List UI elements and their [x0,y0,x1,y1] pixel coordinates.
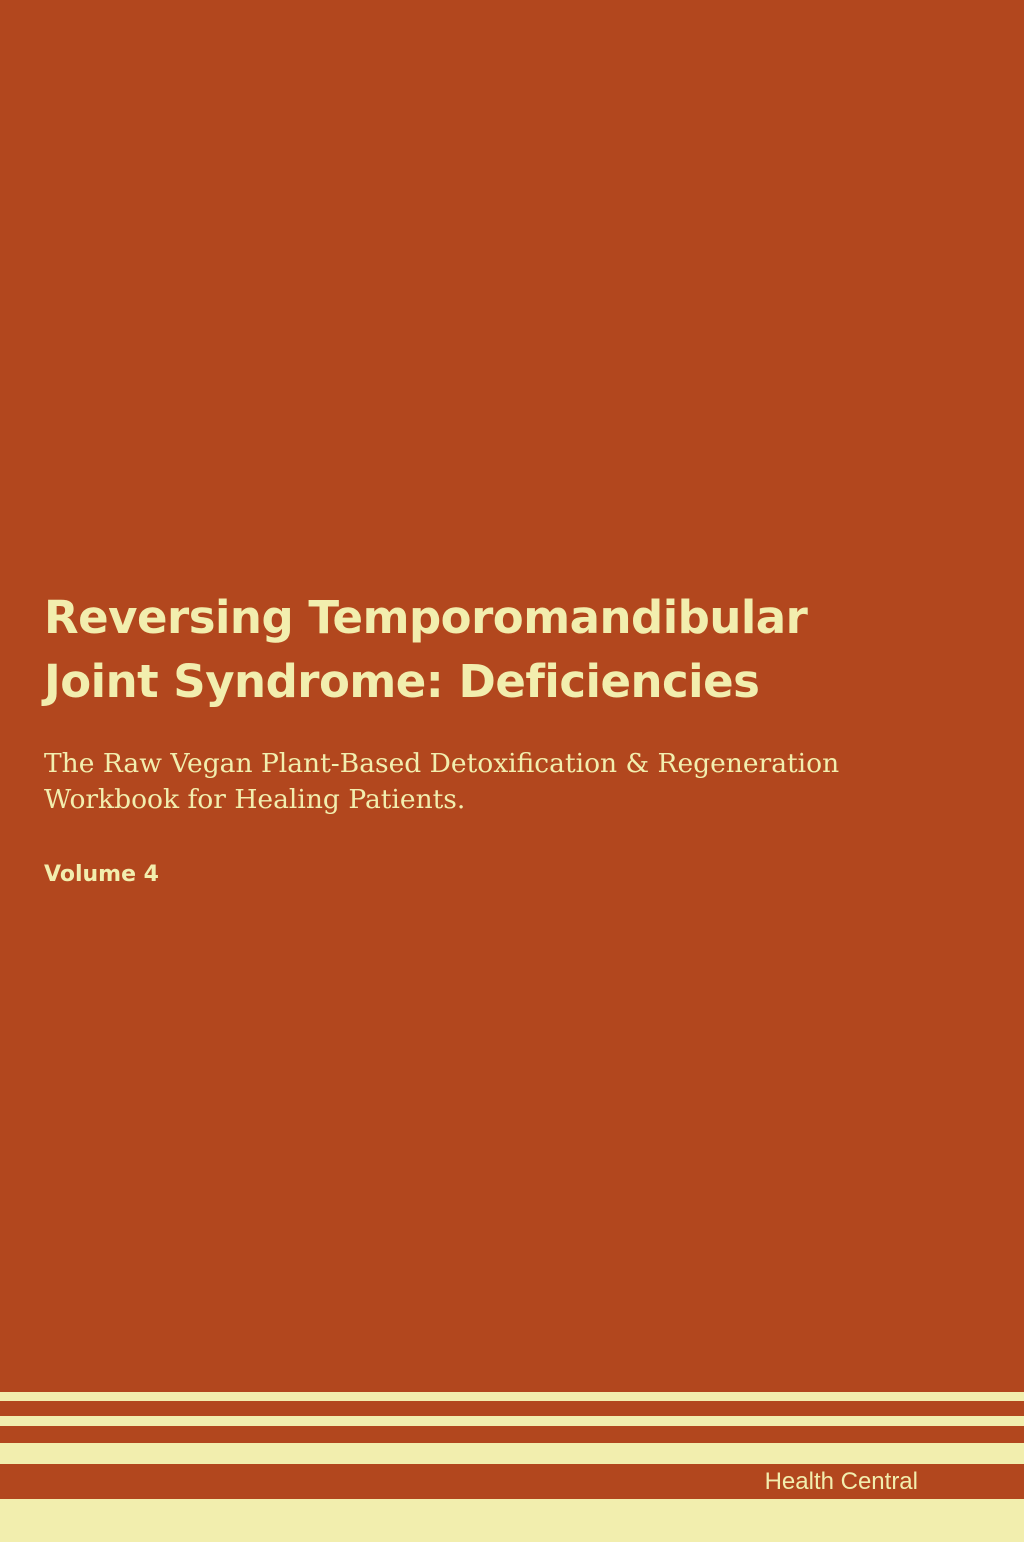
decorative-stripe-1 [0,1392,1024,1401]
book-title-line-1: Reversing Temporomandibular [44,591,808,644]
book-title-line-2: Joint Syndrome: Deficiencies [44,655,760,708]
book-subtitle-line-2: Workbook for Healing Patients. [44,784,466,815]
decorative-stripe-3 [0,1443,1024,1464]
book-title [44,586,984,714]
decorative-stripe-2 [0,1416,1024,1426]
decorative-stripe-4 [0,1499,1024,1542]
book-subtitle-line-1: The Raw Vegan Plant-Based Detoxification & Regeneration [44,748,840,779]
volume-label: Volume 4 [44,862,159,887]
book-subtitle [44,746,984,818]
publisher-name: Health Central [764,1468,918,1495]
